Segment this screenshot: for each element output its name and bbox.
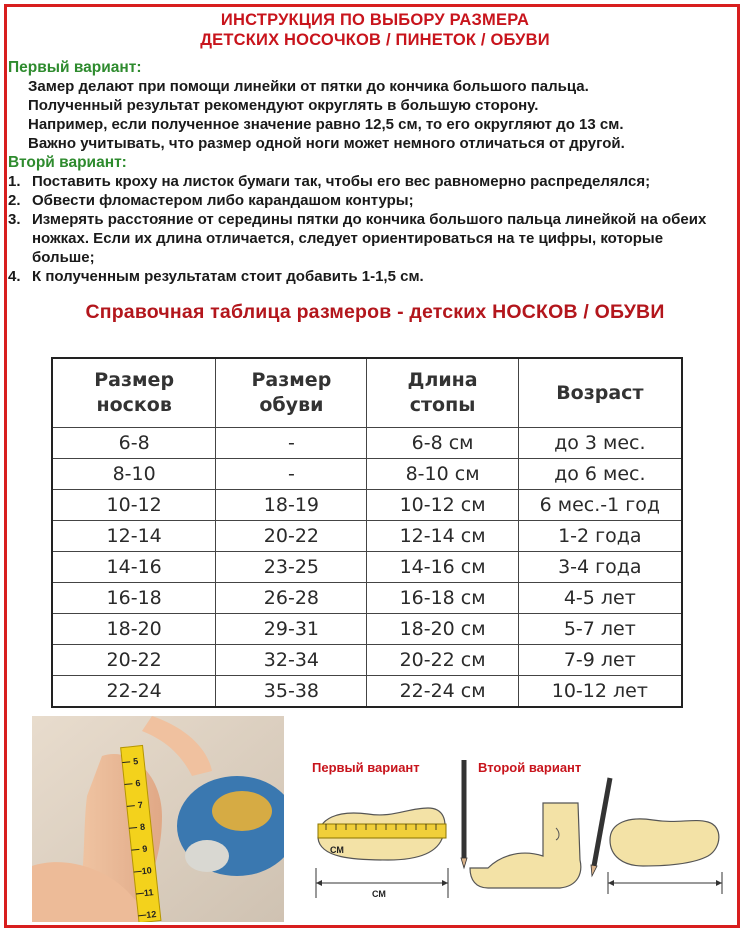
step-item bbox=[8, 267, 750, 286]
cell-foot-length: 16-18 см bbox=[367, 583, 518, 614]
variant-two bbox=[0, 153, 750, 286]
header-text: стопы bbox=[409, 394, 476, 416]
cell-shoe-size: 32-34 bbox=[216, 645, 367, 676]
header-text: обуви bbox=[259, 394, 324, 416]
cell-age: до 6 мес. bbox=[518, 459, 682, 490]
measurement-diagrams bbox=[298, 748, 728, 918]
cell-foot-length: 6-8 см bbox=[367, 428, 518, 459]
table-body bbox=[52, 428, 682, 708]
table-row bbox=[52, 614, 682, 645]
cell-age: до 3 мес. bbox=[518, 428, 682, 459]
cell-shoe-size: 29-31 bbox=[216, 614, 367, 645]
variant-one-line: Замер делают при помощи линейки от пятки до кончика большого пальца. bbox=[28, 78, 589, 95]
cell-shoe-size: 35-38 bbox=[216, 676, 367, 708]
header-text: Возраст bbox=[556, 381, 644, 404]
title-line-1: ИНСТРУКЦИЯ ПО ВЫБОРУ РАЗМЕРА bbox=[220, 11, 530, 29]
traced-footprint bbox=[610, 819, 719, 866]
step-text: К полученным результатам стоит добавить 1-1,5 см. bbox=[32, 268, 424, 285]
cell-sock-size: 10-12 bbox=[52, 490, 216, 521]
step-number: 3. bbox=[8, 211, 21, 228]
table-row bbox=[52, 459, 682, 490]
variant-one bbox=[0, 58, 750, 153]
tape-number: 6 bbox=[134, 777, 141, 789]
table-row bbox=[52, 676, 682, 708]
tape-number: 7 bbox=[137, 799, 144, 811]
size-table bbox=[51, 357, 683, 708]
cell-sock-size: 16-18 bbox=[52, 583, 216, 614]
clothes-pattern bbox=[185, 840, 229, 872]
cell-foot-length: 12-14 см bbox=[367, 521, 518, 552]
variant-one-heading: Первый вариант: bbox=[8, 59, 142, 76]
table-row bbox=[52, 583, 682, 614]
cell-age: 1-2 года bbox=[518, 521, 682, 552]
cell-shoe-size: - bbox=[216, 459, 367, 490]
step-number: 2. bbox=[8, 192, 21, 209]
cell-age: 6 мес.-1 год bbox=[518, 490, 682, 521]
cell-shoe-size: 18-19 bbox=[216, 490, 367, 521]
step-number: 4. bbox=[8, 268, 21, 285]
cell-sock-size: 12-14 bbox=[52, 521, 216, 552]
cell-shoe-size: 26-28 bbox=[216, 583, 367, 614]
title-line-2: ДЕТСКИХ НОСОЧКОВ / ПИНЕТОК / ОБУВИ bbox=[200, 31, 550, 49]
header-sock-size bbox=[52, 358, 216, 428]
unit-label-small: СМ bbox=[330, 845, 344, 855]
cell-foot-length: 22-24 см bbox=[367, 676, 518, 708]
table-row bbox=[52, 552, 682, 583]
table-row bbox=[52, 521, 682, 552]
clothes-pattern bbox=[212, 791, 272, 831]
cell-shoe-size: - bbox=[216, 428, 367, 459]
cell-shoe-size: 20-22 bbox=[216, 521, 367, 552]
cell-age: 3-4 года bbox=[518, 552, 682, 583]
unit-label: СМ bbox=[372, 889, 386, 899]
cell-foot-length: 18-20 см bbox=[367, 614, 518, 645]
header-text: Размер bbox=[94, 369, 175, 391]
header-age bbox=[518, 358, 682, 428]
step-item bbox=[8, 210, 750, 267]
variant-one-line: Полученный результат рекомендуют округлять в большую сторону. bbox=[28, 97, 539, 114]
step-text: Измерять расстояние от середины пятки до кончика большого пальца линейкой на обеих ножках. Если их длина отличается, следует ориентироваться на те цифры, которые больше; bbox=[32, 211, 707, 266]
table-header-row bbox=[52, 358, 682, 428]
step-item bbox=[8, 191, 750, 210]
variant-two-steps bbox=[0, 172, 750, 286]
cell-shoe-size: 23-25 bbox=[216, 552, 367, 583]
header-text: Длина bbox=[407, 369, 478, 391]
cell-sock-size: 6-8 bbox=[52, 428, 216, 459]
tape-number: 8 bbox=[139, 821, 146, 833]
tape-number: 9 bbox=[141, 843, 148, 855]
header-shoe-size bbox=[216, 358, 367, 428]
variant-one-line: Важно учитывать, что размер одной ноги может немного отличаться от другой. bbox=[28, 135, 625, 152]
variant-two-heading: Вторй вариант: bbox=[8, 154, 127, 171]
header-foot-length bbox=[367, 358, 518, 428]
pencil-right bbox=[594, 778, 610, 866]
cell-age: 10-12 лет bbox=[518, 676, 682, 708]
variant-one-line: Например, если полученное значение равно 12,5 см, то его округляют до 13 см. bbox=[28, 116, 624, 133]
diagram-ruler bbox=[318, 824, 446, 838]
diagram-drawing bbox=[298, 748, 728, 918]
tape-number: 12 bbox=[145, 908, 157, 920]
header-text: Размер bbox=[251, 369, 332, 391]
page-title bbox=[0, 10, 750, 50]
cell-foot-length: 8-10 см bbox=[367, 459, 518, 490]
cell-sock-size: 20-22 bbox=[52, 645, 216, 676]
cell-sock-size: 8-10 bbox=[52, 459, 216, 490]
cell-foot-length: 10-12 см bbox=[367, 490, 518, 521]
step-item bbox=[8, 172, 750, 191]
instruction-section bbox=[0, 0, 750, 324]
measuring-photo bbox=[32, 716, 284, 922]
cell-age: 4-5 лет bbox=[518, 583, 682, 614]
table-row bbox=[52, 645, 682, 676]
table-row bbox=[52, 490, 682, 521]
diagram-label-second: Второй вариант bbox=[478, 760, 582, 775]
header-text: носков bbox=[96, 394, 172, 416]
tape-number: 5 bbox=[132, 756, 139, 767]
cell-sock-size: 18-20 bbox=[52, 614, 216, 645]
cell-sock-size: 14-16 bbox=[52, 552, 216, 583]
step-text: Поставить кроху на листок бумаги так, чтобы его вес равномерно распределялся; bbox=[32, 173, 651, 190]
step-text: Обвести фломастером либо карандашом контуры; bbox=[32, 192, 414, 209]
tape-number: 10 bbox=[141, 865, 153, 877]
diagram-label-first: Первый вариант bbox=[312, 760, 420, 775]
step-number: 1. bbox=[8, 173, 21, 190]
table-row bbox=[52, 428, 682, 459]
cell-age: 5-7 лет bbox=[518, 614, 682, 645]
cell-sock-size: 22-24 bbox=[52, 676, 216, 708]
tape-number: 11 bbox=[143, 887, 154, 899]
table-title: Справочная таблица размеров - детских НОСКОВ / ОБУВИ bbox=[85, 301, 665, 323]
standing-foot bbox=[470, 803, 581, 888]
cell-foot-length: 14-16 см bbox=[367, 552, 518, 583]
cell-foot-length: 20-22 см bbox=[367, 645, 518, 676]
cell-age: 7-9 лет bbox=[518, 645, 682, 676]
